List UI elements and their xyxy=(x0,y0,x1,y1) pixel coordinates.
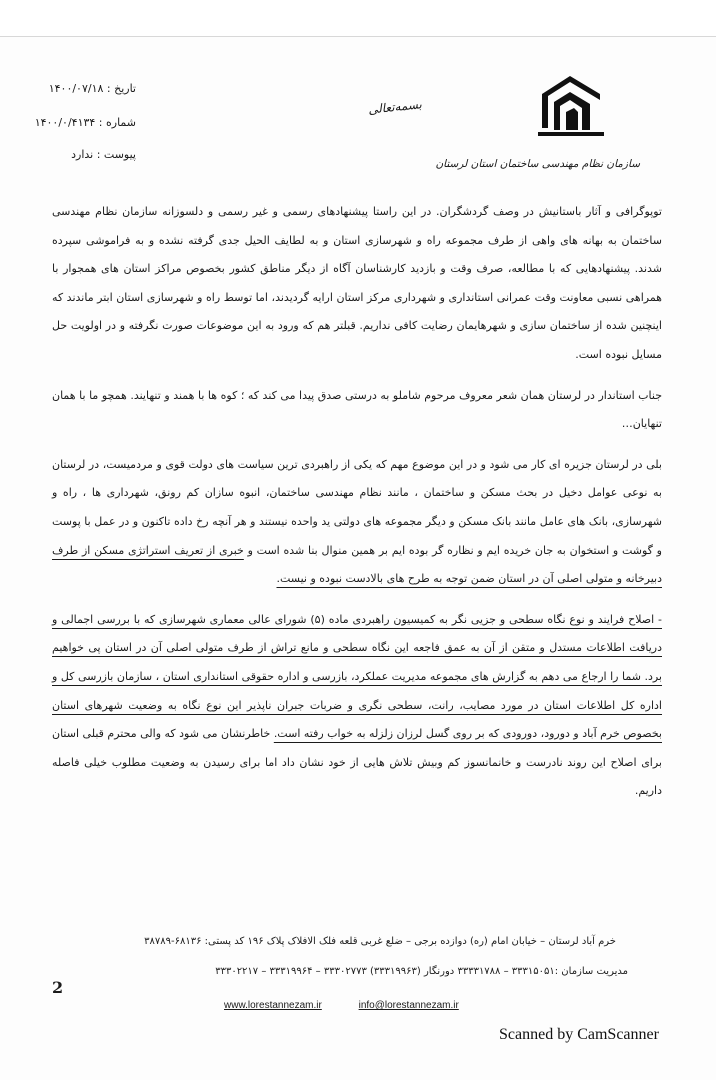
letter-body xyxy=(52,198,662,818)
footer-address: خرم آباد لرستان – خیابان امام (ره) دوازده برجی – ضلع غربی قلعه فلک الافلاک پلاک ۱۹۶ کد پستی: ۶۸۱۳۶-۳۸۷۸۹ xyxy=(144,936,616,947)
top-divider xyxy=(0,36,716,37)
organization-logo xyxy=(530,72,610,142)
top-margin xyxy=(0,0,716,36)
letter-number: شماره : ۱۴۰۰/۰/۴۱۳۴ xyxy=(34,116,136,129)
paragraph-3-text: بلی در لرستان جزیره ای کار می شود و در این موضوع مهم که یکی از راهبردی ترین سیاست های دولت قوی و مردمیست، در لرستان به نوعی عوامل دخیل در بحث مسکن و ساختمان ، مانند نظام مهندسی ساختمان، انبوه سازان کم رونق، شهرداری ها ، راه و شهرسازی، بانک های عامل مانند بانک مسکن و دیگر مجموعه های دولتی ید واحده نیستند و هر آنچه رخ داده تاکنون و در عمل با پوست و گوشت و استخوان به جان خریده ایم و نظاره گر بوده ایم بر همین منوال بنا شده است و xyxy=(52,457,662,557)
body-paragraph-2: جناب استاندار در لرستان همان شعر معروف مرحوم شاملو به درستی صدق پیدا می کند که ؛ کوه ها با همند و تنهایند. همچو ما با همان تنهایان… xyxy=(52,388,662,431)
paragraph-3-underlined: خبری از تعریف استراتژی مسکن از طرف دبیرخانه و متولی اصلی آن در استان ضمن توجه به طرح های بالادست نبوده و نیست. xyxy=(52,543,662,586)
paragraph-4-underlined: - اصلاح فرایند و نوع نگاه سطحی و جزیی نگر به کمیسیون راهبردی ماده (۵) شورای عالی معماری شهرسازی که با بررسی اجمالی و دریافت اطلاعات مستدل و متقن از آن به عمق فاجعه این نگاه سطحی و مانع تراش از طرف متولی اصلی آن در استان پی خواهیم برد. شما را ارجاع می دهم به گزارش های مجموعه مدیریت عملکرد، بازرسی و اداره حقوقی استانداری استان ، سازمان بازرسی کل و اداره کل اطلاعات استان در مورد مصایب، رانت، سطحی نگری و ضربات جبران ناپذیر این نوع نگاه به وضعیت شهرهای استان بخصوص خرم آباد و دورود، دورودی که بر روی گسل لرزان زلزله به خواب رفته است. xyxy=(52,612,662,741)
paragraph-4-text: خاطرنشان می شود که والی محترم قبلی استان برای اصلاح این روند نادرست و خانمانسوز کم وبیش تلاش هایی از خود نشان داد اما برای رسیدن به وضعیت مطلوب خیلی فاصله داریم. xyxy=(52,727,662,798)
body-paragraph-3 xyxy=(52,451,662,594)
website-link[interactable]: www.lorestannezam.ir xyxy=(224,1000,322,1011)
letter-date: تاریخ : ۱۴۰۰/۰۷/۱۸ xyxy=(48,82,136,95)
letter-attachment: پیوست : ندارد xyxy=(71,148,136,161)
basmala-heading: بسمه‌تعالی xyxy=(367,97,423,117)
footer-links xyxy=(224,1000,564,1011)
body-paragraph-1: توپوگرافی و آثار باستانیش در وصف گردشگران. در این راستا پیشنهادهای رسمی و غیر رسمی و دلسوزانه سازمان نظام مهندسی ساختمان به بهانه های واهی از طرف مجموعه راه و شهرسازی استان و به لطایف الحیل جدی گرفته نشده و به فراموشی سپرده شدند. پیشنهادهایی که با مطالعه، صرف وقت و بازدید کارشناسان آگاه از دیگر مناطق کشور بخصوص مراکز استان های همجوار با همراهی نسبی معاونت وقت عمرانی استانداری و شهرداری مرکز استان ارایه گردیدند، اما توسط راه و شهرسازی استان ابتر ماندند که اینچنین شده از ساختمان سازی و شهرهایمان رضایت کافی نداریم. قبلتر هم که ورود به این موضوعات صورت نگرفته و در اولویت حل مسایل نبوده است. xyxy=(52,205,662,361)
email-link[interactable]: info@lorestannezam.ir xyxy=(358,1000,459,1011)
scanner-watermark: Scanned by CamScanner xyxy=(499,1026,659,1043)
body-paragraph-4 xyxy=(52,606,662,806)
footer-phones: مدیریت سازمان :۳۳۳۱۵۰۵۱ – ۳۳۳۳۱۷۸۸ دورنگار (۳۳۳۱۹۹۶۳) ۳۳۳۰۲۷۷۳ – ۳۳۳۱۹۹۶۴ – ۳۳۳۰۲۲۱۷ xyxy=(215,966,628,977)
organization-name: سازمان نظام مهندسی ساختمان استان لرستان xyxy=(435,158,640,170)
page-number-mark: 2 xyxy=(52,978,64,997)
